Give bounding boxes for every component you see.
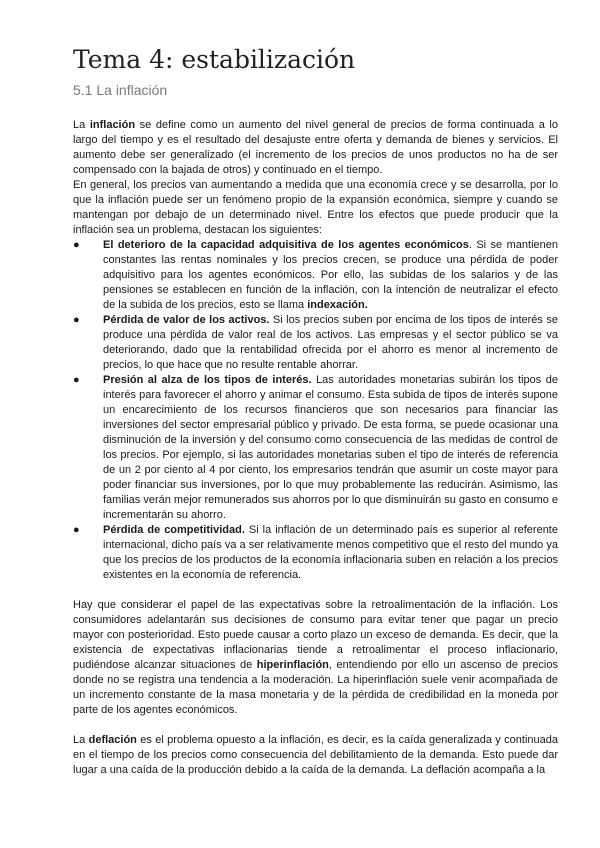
term-inflacion: inflación [89, 119, 136, 131]
effect-title: Pérdida de competitividad. [103, 524, 245, 536]
bullet-icon: ● [73, 314, 80, 326]
expectations-paragraph: Hay que considerar el papel de las expectativas sobre la retroalimentación de la inflación. Los consumidores adelantarán sus decisiones de consumo para evitar tener que pagar un precio mayor con posterioridad. Esto puede causar a corto plazo un exceso de demanda. Es decir, que la existencia de expectativas inflacionarias tiende a retroalimentar el proceso inflacionario, pudiéndose alcanzar situaciones de hiperinflación, entendiendo por ello un ascenso de precios donde no se registra una tendencia a la moderación. La hiperinflación suele venir acompañada de un incremento constante de la masa monetaria y de la pérdida de credibilidad en la moneda por parte de los agentes económicos. [73, 599, 558, 716]
term-indexacion: indexación. [307, 299, 368, 311]
term-hiperinflacion: hiperinflación [256, 659, 329, 671]
term-deflacion: deflación [88, 734, 137, 746]
effect-title: Pérdida de valor de los activos. [103, 314, 270, 326]
list-item: ● Presión al alza de los tipos de interés. Las autoridades monetarias subirán los tipos de interés para favorecer el ahorro y animar el consumo. Esta subida de tipos de interés supone un encarecimiento de los recursos financieros que son necesarios para financiar las inversiones del sector empresarial público y privado. De esta forma, se puede ocasionar una disminución de la inversión y del consumo como consecuencia de las medidas de control de los precios. Por ejemplo, si las autoridades monetarias suben el tipo de interés de referencia de un 2 por ciento al 4 por ciento, los empresarios tendrán que asumir un coste mayor para poder financiar sus inversiones, por lo que muy probablemente las reducirán. Asimismo, las familias verán mejor remunerados sus ahorros por lo que disminuirán su gasto en consumo e incrementarán su ahorro. [73, 374, 558, 521]
list-item: ● El deterioro de la capacidad adquisitiva de los agentes económicos. Si se mantienen constantes las rentas nominales y los precios crecen, se produce una pérdida de poder adquisitivo para los agentes económicos. Por ello, las subidas de los salarios y de las pensiones se establecen en función de la inflación, con la intención de neutralizar el efecto de la subida de los precios, esto se llama indexación. [73, 239, 558, 311]
list-item: ● Pérdida de valor de los activos. Si los precios suben por encima de los tipos de interés se produce una pérdida de valor real de los activos. Las empresas y el sector público se va deteriorando, dado que la rentabilidad ofrecida por el ahorro es menor al incremento de precios, lo que hace que no resulte rentable ahorrar. [73, 314, 558, 371]
document-body [73, 118, 558, 778]
section-subtitle: 5.1 La inflación [73, 82, 168, 98]
page-title: Tema 4: estabilización [73, 45, 356, 74]
effect-title: El deterioro de la capacidad adquisitiva de los agentes económicos [103, 239, 469, 251]
bullet-icon: ● [73, 524, 80, 536]
bullet-icon: ● [73, 239, 80, 251]
list-item: ● Pérdida de competitividad. Si la inflación de un determinado país es superior al referente internacional, dicho país va a ser relativamente menos competitivo que el resto del mundo ya que los precios de los productos de la economía inflacionaria suben en relación a los precios existentes en la economía de referencia. [73, 524, 558, 581]
intro-paragraph: La inflación se define como un aumento del nivel general de precios de forma continuada a lo largo del tiempo y es el resultado del desajuste entre oferta y demanda de bienes y servicios. El aumento debe ser generalizado (el incremento de los precios de unos productos no ha de ser compensado con la bajada de otros) y continuado en el tiempo. [73, 119, 558, 176]
bullet-icon: ● [73, 374, 80, 386]
effect-title: Presión al alza de los tipos de interés. [103, 374, 312, 386]
deflation-paragraph: La deflación es el problema opuesto a la inflación, es decir, es la caída generalizada y continuada en el tiempo de los precios como consecuencia del debilitamiento de la demanda. Esto puede dar lugar a una caída de la producción debido a la caída de la demanda. La deflación acompaña a la [73, 734, 558, 776]
intro-paragraph-2: En general, los precios van aumentando a medida que una economía crece y se desarrolla, por lo que la inflación puede ser un fenómeno propio de la expansión económica, siempre y cuando se mantengan por debajo de un determinado nivel. Entre los efectos que puede producir que la inflación sea un problema, destacan los siguientes: [73, 179, 558, 236]
